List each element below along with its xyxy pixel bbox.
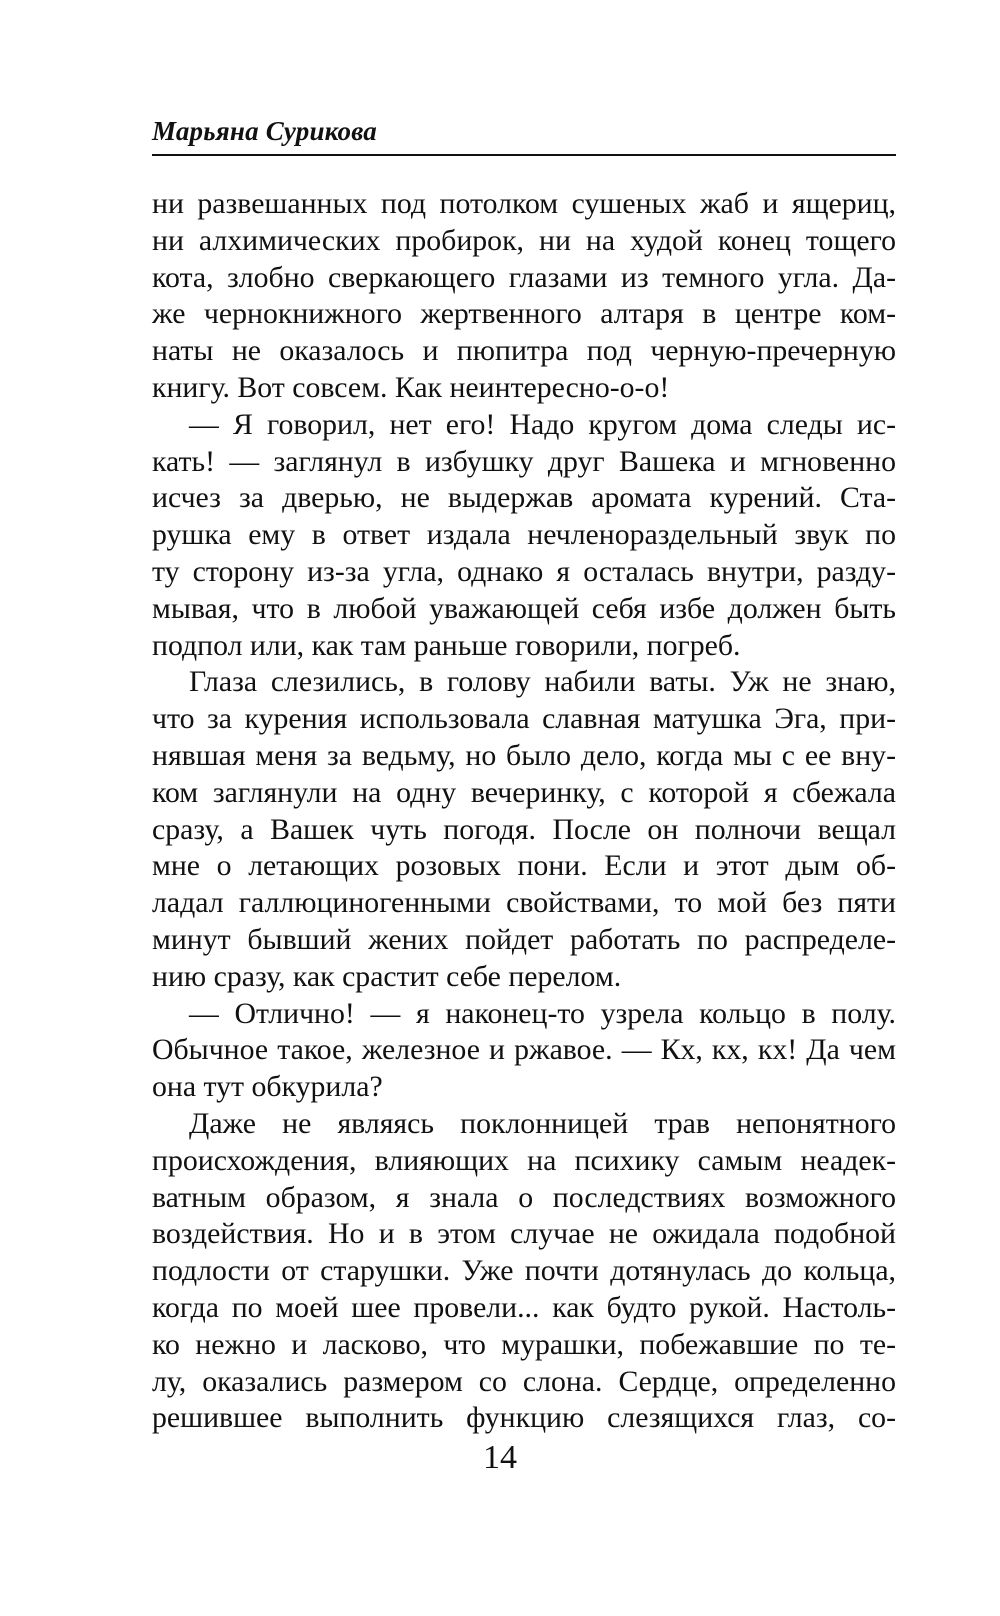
text-line: ладал галлюциногенными свойствами, то мой без пяти <box>152 886 896 920</box>
text-line: нию сразу, как срастит себе перелом. <box>152 959 622 993</box>
page-number: 14 <box>483 1439 517 1476</box>
running-header <box>152 112 896 156</box>
text-line: исчез за дверью, не выдержав аромата курений. Ста- <box>152 481 896 515</box>
text-line: ни алхимических пробирок, ни на худой конец тощего <box>152 223 896 257</box>
text-line: Обычное такое, железное и ржавое. — Кх, кх, кх! Да чем <box>152 1033 896 1067</box>
text-line: минут бывший жених пойдет работать по распределе- <box>152 922 896 956</box>
text-line: нявшая меня за ведьму, но было дело, когда мы с ее вну- <box>152 738 896 772</box>
text-line: кота, злобно сверкающего глазами из темного угла. Да- <box>152 260 896 294</box>
text-line: Глаза слезились, в голову набили ваты. Уж не знаю, <box>189 665 896 699</box>
text-line: ком заглянули на одну вечеринку, с которой я сбежала <box>152 775 896 809</box>
text-line: решившее выполнить функцию слезящихся глаз, со- <box>152 1401 896 1435</box>
text-line: мне о летающих розовых пони. Если и этот дым об- <box>152 849 896 883</box>
text-line: ни развешанных под потолком сушеных жаб и ящериц, <box>152 187 896 220</box>
body-text <box>152 186 896 1437</box>
text-line: же чернокнижного жертвенного алтаря в центре ком- <box>152 297 896 331</box>
text-line: когда по моей шее провели... как будто рукой. Настоль- <box>152 1290 896 1324</box>
text-line: рушка ему в ответ издала нечленораздельный звук по <box>152 518 896 552</box>
text-line: воздействия. Но и в этом случае не ожидала подобной <box>152 1217 896 1251</box>
text-line: ко нежно и ласково, что мурашки, побежавшие по те- <box>152 1327 896 1361</box>
text-line: наты не оказалось и пюпитра под черную-пречерную <box>152 334 896 368</box>
text-line: она тут обкурила? <box>152 1070 383 1104</box>
author-name: Марьяна Сурикова <box>152 116 378 146</box>
text-line: происхождения, влияющих на психику самым неадек- <box>152 1143 896 1177</box>
text-line: — Я говорил, нет его! Надо кругом дома следы ис- <box>189 407 896 441</box>
text-line: подпол или, как там раньше говорили, погреб. <box>152 628 741 662</box>
text-line: ватным образом, я знала о последствиях возможного <box>152 1180 896 1214</box>
text-line: что за курения использовала славная матушка Эга, при- <box>152 702 896 736</box>
text-line: сразу, а Вашек чуть погодя. После он полночи вещал <box>152 812 896 846</box>
text-line: ту сторону из-за угла, однако я осталась внутри, разду- <box>152 554 896 588</box>
text-line: книгу. Вот совсем. Как неинтересно-о-о! <box>152 370 670 404</box>
text-line: — Отлично! — я наконец-то узрела кольцо в полу. <box>189 996 896 1030</box>
header-rule <box>152 154 896 156</box>
text-line: Даже не являясь поклонницей трав непонятного <box>189 1106 896 1140</box>
text-line: мывая, что в любой уважающей себя избе должен быть <box>152 591 896 625</box>
text-line: лу, оказались размером со слона. Сердце, определенно <box>152 1364 896 1398</box>
text-line: подлости от старушки. Уже почти дотянулась до кольца, <box>152 1254 896 1288</box>
text-line: кать! — заглянул в избушку друг Вашека и мгновенно <box>152 444 896 478</box>
